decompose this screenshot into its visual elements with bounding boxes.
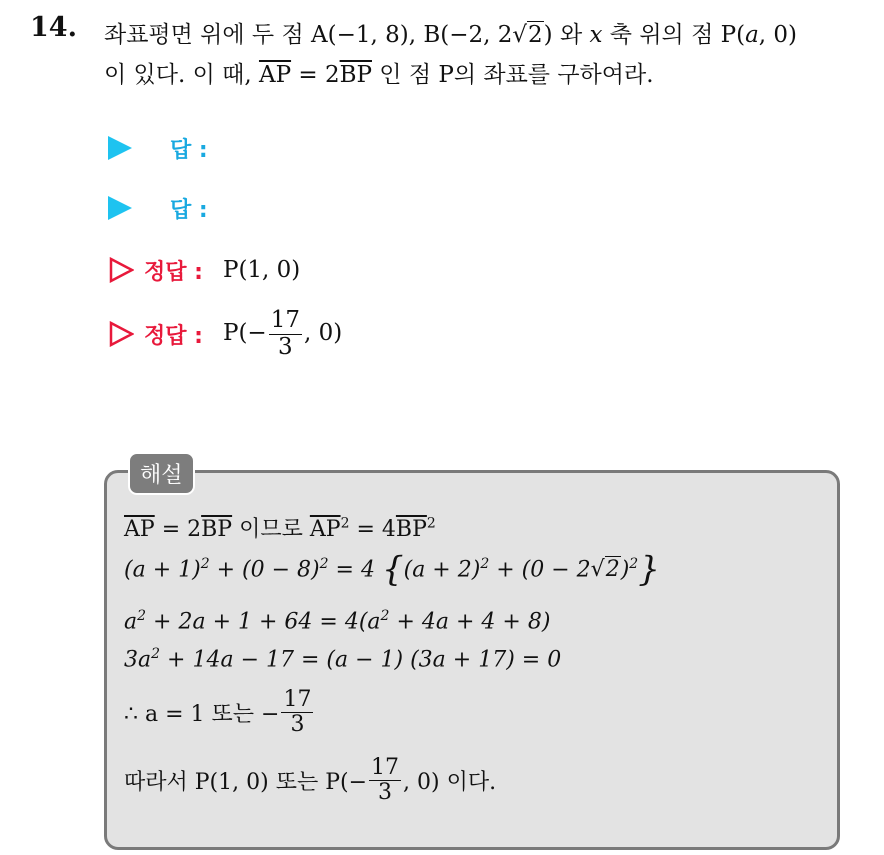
outline-triangle-icon — [108, 321, 134, 347]
question-line-1: 좌표평면 위에 두 점 A(−1, 8), B(−2, 2√2) 와 x 축 위의 점 P(a, 0) — [104, 22, 798, 48]
correct-answer-label: 정답 : — [144, 259, 203, 285]
correct-answer-row-1 — [108, 250, 300, 290]
question-line-2: 이 있다. 이 때, $\overline{AP} = 2\overline{BP}$ 인 점 P의 좌표를 구하여라. — [104, 62, 654, 88]
sqrt-symbol: √2 — [590, 557, 620, 583]
fraction: $\frac{17}{3}$ — [371, 755, 400, 806]
fraction: $\frac{17}{3}$ — [270, 307, 300, 360]
answer-label: 답 : — [170, 197, 208, 223]
answer-blank-row-1 — [108, 128, 208, 168]
solution-line-3: $a^2 + 2a + 1 + 64 = 4(a^2 + 4a + 4 + 8)$ — [124, 608, 551, 635]
solution-line-1: $\overline{AP} = 2\overline{BP}$ 이므로 $\overline{AP}^2 = 4\overline{BP}^2$ — [124, 515, 436, 542]
sqrt-symbol: √2 — [512, 22, 543, 48]
answer-label: 답 : — [170, 137, 208, 163]
outline-triangle-icon — [108, 257, 134, 283]
correct-answer-value: P(1, 0) — [222, 257, 301, 283]
correct-answer-label: 정답 : — [144, 323, 203, 349]
correct-answer-row-2 — [108, 307, 343, 360]
solution-line-5: ∴ a = 1 또는 − $\frac{17}{3}$ — [124, 687, 312, 738]
solution-line-4: $3a^2 + 14a - 17 = (a - 1) (3a + 17) = 0$ — [124, 646, 562, 673]
play-triangle-icon — [108, 196, 132, 220]
correct-answer-value: P(− $\frac{17}{3}$ , 0) — [222, 307, 343, 360]
play-triangle-icon — [108, 136, 132, 160]
question-number: 14. — [30, 12, 77, 43]
solution-tag: 해설 — [128, 452, 195, 495]
solution-line-2: $(a + 1)^2 + (0 - 8)^2 = 4$ $\{(a + 2)^2 + (0 - 2√2)^2\}$ — [124, 549, 660, 590]
answer-blank-row-2 — [108, 188, 208, 228]
fraction: $\frac{17}{3}$ — [283, 687, 312, 738]
solution-line-6: 따라서 P(1, 0) 또는 P(− $\frac{17}{3}$ , 0) 이다. — [124, 755, 497, 806]
